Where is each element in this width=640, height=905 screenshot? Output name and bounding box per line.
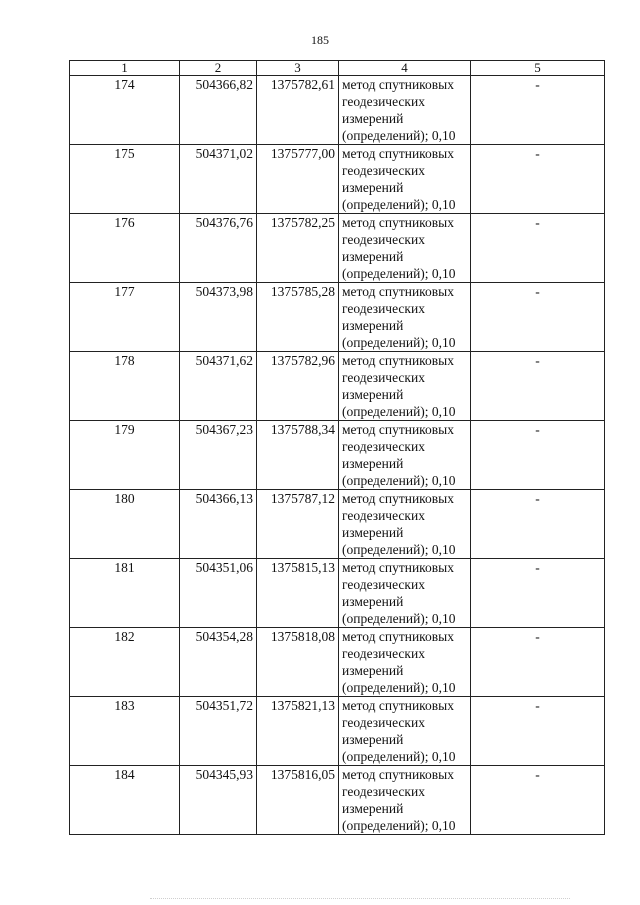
method-line: (определений); 0,10 [342,818,456,833]
method-line: метод спутниковых [342,77,454,92]
method-line: (определений); 0,10 [342,404,456,419]
y-coordinate-cell: 1375816,05 [257,766,339,835]
note-cell [471,76,605,145]
method-cell [339,145,471,214]
method-line: метод спутниковых [342,560,454,575]
method-line: метод спутниковых [342,629,454,644]
note-value: - [535,491,540,506]
x-coordinate-cell: 504373,98 [180,283,257,352]
header-col-1: 1 [70,61,180,76]
method-line: геодезических [342,784,425,799]
method-line: геодезических [342,163,425,178]
method-line: геодезических [342,646,425,661]
note-value: - [535,215,540,230]
method-line: метод спутниковых [342,698,454,713]
note-value: - [535,560,540,575]
note-cell [471,628,605,697]
header-row [70,61,605,76]
y-coordinate-cell: 1375788,34 [257,421,339,490]
method-line: метод спутниковых [342,491,454,506]
table-header [70,61,605,76]
method-line: геодезических [342,232,425,247]
note-value: - [535,698,540,713]
header-col-4: 4 [339,61,471,76]
table-row [70,766,605,835]
point-number-cell: 177 [70,283,180,352]
method-line: измерений [342,594,404,609]
y-coordinate-cell: 1375782,25 [257,214,339,283]
note-value: - [535,146,540,161]
method-line: (определений); 0,10 [342,473,456,488]
point-number-cell: 181 [70,559,180,628]
method-line: измерений [342,387,404,402]
footer-scan-artifact [150,898,570,903]
note-value: - [535,767,540,782]
x-coordinate-cell: 504376,76 [180,214,257,283]
method-cell [339,283,471,352]
point-number-cell: 182 [70,628,180,697]
note-cell [471,145,605,214]
method-line: измерений [342,111,404,126]
table-row [70,352,605,421]
note-value: - [535,422,540,437]
point-number-cell: 184 [70,766,180,835]
header-col-3: 3 [257,61,339,76]
method-cell [339,559,471,628]
point-number-cell: 175 [70,145,180,214]
note-value: - [535,77,540,92]
method-line: измерений [342,663,404,678]
table-row [70,421,605,490]
method-cell [339,766,471,835]
y-coordinate-cell: 1375821,13 [257,697,339,766]
method-line: геодезических [342,577,425,592]
note-cell [471,697,605,766]
y-coordinate-cell: 1375787,12 [257,490,339,559]
method-line: измерений [342,180,404,195]
table-row [70,559,605,628]
method-line: измерений [342,249,404,264]
method-cell [339,490,471,559]
x-coordinate-cell: 504371,62 [180,352,257,421]
table-body [70,76,605,835]
y-coordinate-cell: 1375815,13 [257,559,339,628]
method-line: метод спутниковых [342,215,454,230]
method-line: геодезических [342,370,425,385]
method-line: измерений [342,801,404,816]
table-row [70,214,605,283]
method-line: (определений); 0,10 [342,611,456,626]
method-line: (определений); 0,10 [342,128,456,143]
note-value: - [535,629,540,644]
point-number-cell: 178 [70,352,180,421]
method-line: (определений); 0,10 [342,749,456,764]
method-line: геодезических [342,715,425,730]
x-coordinate-cell: 504371,02 [180,145,257,214]
method-line: геодезических [342,508,425,523]
x-coordinate-cell: 504366,13 [180,490,257,559]
table-row [70,697,605,766]
method-line: измерений [342,732,404,747]
x-coordinate-cell: 504351,06 [180,559,257,628]
y-coordinate-cell: 1375782,96 [257,352,339,421]
method-line: геодезических [342,94,425,109]
table-row [70,76,605,145]
method-line: (определений); 0,10 [342,266,456,281]
method-line: геодезических [342,439,425,454]
table-row [70,145,605,214]
table-row [70,628,605,697]
note-cell [471,283,605,352]
coordinates-table [69,60,605,835]
method-line: геодезических [342,301,425,316]
header-col-2: 2 [180,61,257,76]
method-cell [339,697,471,766]
table-row [70,490,605,559]
table-row [70,283,605,352]
y-coordinate-cell: 1375785,28 [257,283,339,352]
x-coordinate-cell: 504367,23 [180,421,257,490]
method-cell [339,628,471,697]
method-line: (определений); 0,10 [342,197,456,212]
point-number-cell: 180 [70,490,180,559]
y-coordinate-cell: 1375818,08 [257,628,339,697]
note-value: - [535,284,540,299]
method-line: измерений [342,318,404,333]
method-line: (определений); 0,10 [342,680,456,695]
point-number-cell: 176 [70,214,180,283]
method-line: (определений); 0,10 [342,542,456,557]
point-number-cell: 174 [70,76,180,145]
method-line: метод спутниковых [342,284,454,299]
note-value: - [535,353,540,368]
x-coordinate-cell: 504354,28 [180,628,257,697]
method-line: метод спутниковых [342,422,454,437]
page-number: 185 [311,33,329,47]
note-cell [471,214,605,283]
note-cell [471,490,605,559]
method-cell [339,352,471,421]
note-cell [471,766,605,835]
method-line: (определений); 0,10 [342,335,456,350]
note-cell [471,421,605,490]
header-col-5: 5 [471,61,605,76]
method-line: измерений [342,525,404,540]
y-coordinate-cell: 1375782,61 [257,76,339,145]
method-line: метод спутниковых [342,353,454,368]
point-number-cell: 179 [70,421,180,490]
method-line: метод спутниковых [342,146,454,161]
method-cell [339,421,471,490]
y-coordinate-cell: 1375777,00 [257,145,339,214]
x-coordinate-cell: 504366,82 [180,76,257,145]
method-line: метод спутниковых [342,767,454,782]
method-line: измерений [342,456,404,471]
note-cell [471,352,605,421]
point-number-cell: 183 [70,697,180,766]
note-cell [471,559,605,628]
x-coordinate-cell: 504351,72 [180,697,257,766]
method-cell [339,214,471,283]
x-coordinate-cell: 504345,93 [180,766,257,835]
method-cell [339,76,471,145]
